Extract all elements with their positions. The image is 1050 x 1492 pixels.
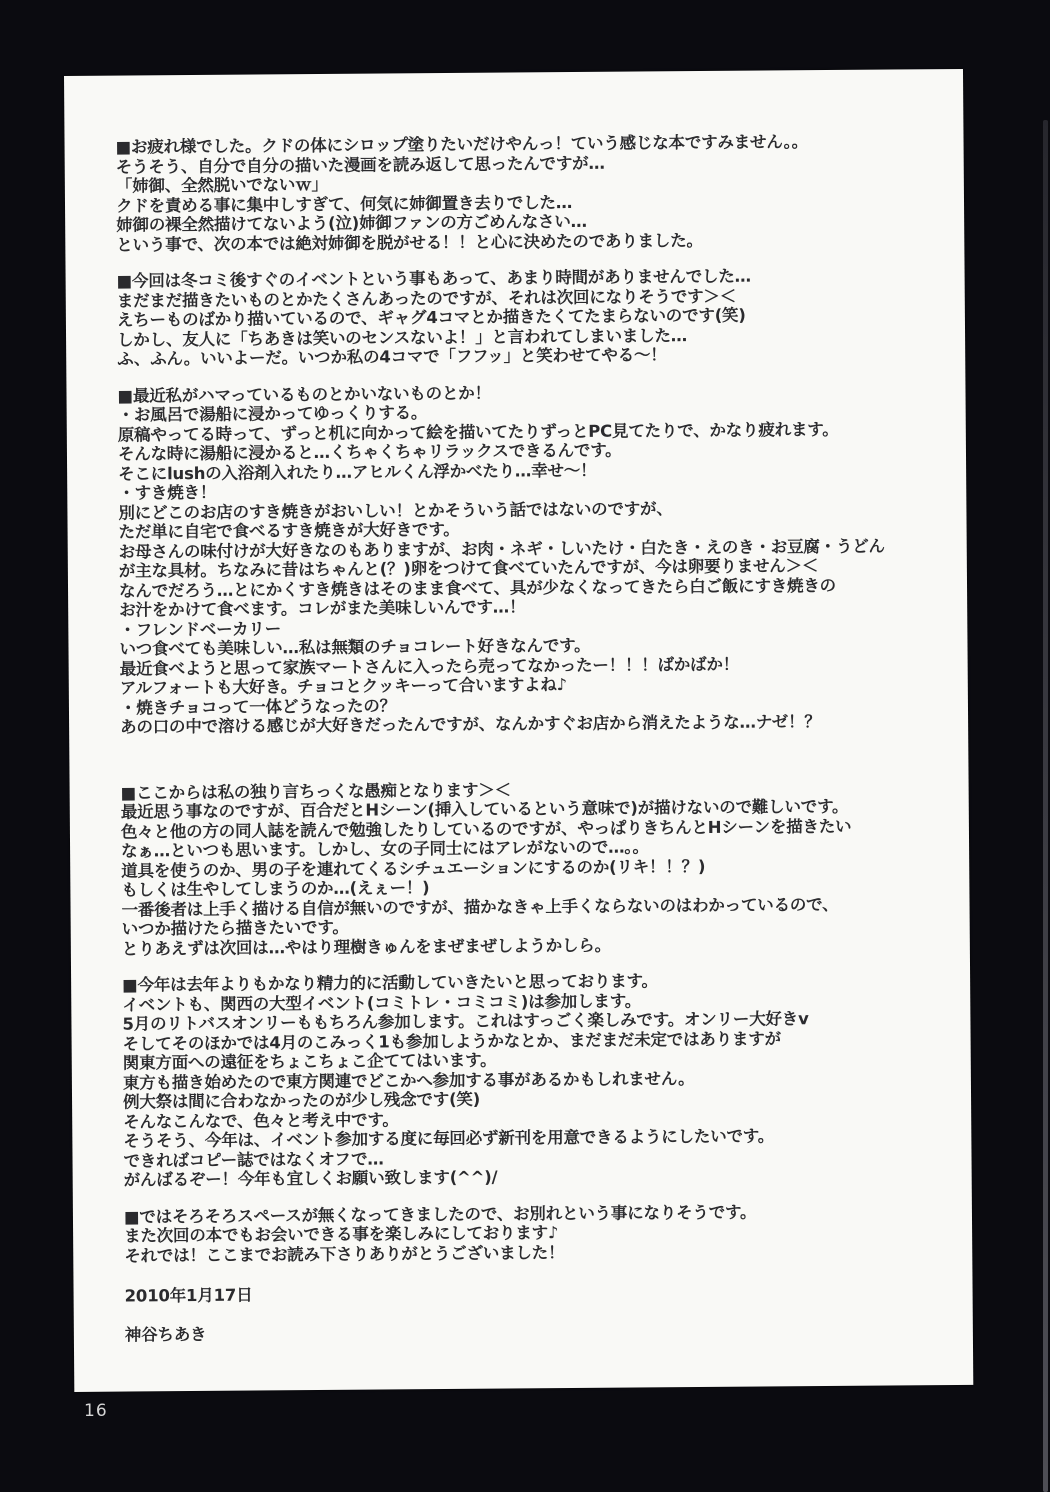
text-line: ■今回は冬コミ後すぐのイベントという事もあって、あまり時間がありませんでした…: [116, 266, 751, 291]
text-line: 「姉御、全然脱いでないｗ」: [115, 174, 328, 196]
scan-edge-artifact: [1043, 120, 1048, 1492]
text-line: 東方も描き始めたので東方関連でどこかへ参加する事があるかもしれません。: [122, 1068, 695, 1093]
text-line: いつか描けたら描きたいです。: [121, 917, 349, 939]
text-line: ・フレンドベーカリー: [119, 618, 282, 640]
text-line: そこにlushの入浴剤入れたり…アヒルくん浮かべたり…幸せ～！: [118, 460, 597, 484]
text-line: イベントも、関西の大型イベント(コミトレ・コミコミ)は参加します。: [122, 990, 642, 1015]
text-line: 5月のリトバスオンリーももちろん参加します。これはすっごく楽しみです。オンリー大好きv: [122, 1009, 809, 1034]
author-signature: 神谷ちあき: [124, 1324, 207, 1345]
text-line: ■今年は去年よりもかなり精力的に活動していきたいと思っております。: [122, 971, 658, 995]
text-line: 別にどこのお店のすき焼きがおいしい！とかそういう話ではないのですが、: [118, 498, 673, 523]
text-line: ・すき焼き！: [118, 482, 217, 503]
afterword-page: [64, 69, 973, 1392]
text-line: という事で、次の本では絶対姉御を脱がせる！！と心に決めたのでありました。: [116, 230, 703, 255]
para-this-year-plans: [122, 969, 944, 1190]
text-line: ・焼きチョコって一体どうなったの？: [119, 695, 396, 718]
text-line: ■お疲れ様でした。クドの体にシロップ塗りたいだけやんっ！ていう感じな本ですみません。。: [115, 132, 809, 157]
text-line: ただ単に自宅で食べるすき焼きが大好きです。: [118, 519, 460, 542]
text-line: まだまだ描きたいものとかたくさんあったのですが、それは次回になりそうです＞＜: [116, 286, 737, 311]
text-line: お母さんの味付けが大好きなのもありますが、お肉・ネギ・しいたけ・白たき・えのき・お豆腐・うどん: [118, 536, 885, 562]
text-line: しかし、友人に「ちあきは笑いのセンスないよ！」と言われてしまいました…: [116, 325, 688, 350]
text-line: 最近思う事なのですが、百合だとHシーン(挿入しているという意味で)が描けないので難しいです。: [120, 796, 849, 822]
text-line: 最近食べようと思って家族マートさんに入ったら売ってなかったー！！！ばかばか！: [119, 654, 740, 679]
text-line: 一番後者は上手く描ける自信が無いのですが、描かなきゃ上手くならないのはわかっているので、: [121, 894, 839, 920]
text-line: 道具を使うのか、男の子を連れてくるシチュエーションにするのか(リキ！！？): [121, 856, 706, 881]
text-line: 姉御の裸全然描けてないよう(泣)姉御ファンの方ごめんなさい…: [116, 211, 587, 235]
page-number: 16: [84, 1401, 108, 1421]
para-apology: [115, 131, 936, 254]
text-line: そうそう、今年は、イベント参加する度に毎回必ず新刊を用意できるようにしたいです。: [123, 1126, 775, 1151]
date-line: 2010年1月17日: [124, 1285, 253, 1306]
text-line: ・お風呂で湯船に浸かってゆっくりする。: [117, 403, 428, 425]
text-line: 原稿やってる時って、ずっと机に向かって絵を描いてたりずっとPC見てたりで、かなり疲れます。: [117, 419, 839, 445]
afterword-text: [64, 69, 973, 1345]
para-musings: [121, 777, 942, 959]
para-event-schedule: [117, 265, 938, 369]
text-line: ■ではそろそろスペースが無くなってきましたので、お別れという事になりそうです。: [123, 1202, 757, 1227]
text-line: クドを責める事に集中しすぎて、何気に姉御置き去りでした…: [115, 192, 573, 216]
text-line: もしくは生やしてしまうのか…(えぇー！): [121, 878, 430, 900]
para-farewell: [124, 1201, 944, 1266]
text-line: 関東方面への遠征をちょこちょこ企ててはいます。: [122, 1050, 497, 1073]
text-line: お汁をかけて食べます。コレがまた美味しいんです…！: [119, 597, 526, 620]
text-line: なぁ…といつも思います。しかし、女の子同士にはアレがないので…。。: [121, 837, 649, 861]
text-line: できればコピー誌ではなくオフで…: [123, 1149, 384, 1171]
text-line: あの口の中で溶ける感じが大好きだったんですが、なんかすぐお店から消えたような…ナゼ！？: [120, 712, 821, 737]
text-line: それでは！ここまでお読み下さりありがとうございました！: [124, 1242, 565, 1266]
text-line: そんなこんなで、色々と考え中です。: [123, 1109, 399, 1132]
para-recent-favorites: [117, 380, 940, 737]
text-line: 色々と他の方の同人誌を読んで勉強したりしているのですが、やっぱりきちんとHシーンを描きたい: [120, 816, 852, 842]
text-line: ふ、ふん。いいよーだ。いつか私の4コマで「フフッ」と笑わせてやる～！: [117, 345, 667, 369]
text-line: ■ここからは私の独り言ちっくな愚痴となります＞＜: [120, 780, 511, 803]
text-line: また次回の本でもお会いできる事を楽しみにしております♪: [124, 1223, 559, 1246]
text-line: アルフォートも大好き。チョコとクッキーって合いますよね♪: [119, 675, 568, 698]
text-line: そしてそのほかでは4月のこみっく1も参加しようかなとか、まだまだ未定ではありますが: [122, 1028, 781, 1054]
text-line: そうそう、自分で自分の描いた漫画を読み返して思ったんですが…: [115, 153, 605, 177]
text-line: いつ食べても美味しい…私は無類のチョコレート好きなんです。: [119, 635, 591, 659]
text-line: ■最近私がハマっているものとかいないものとか！: [117, 383, 491, 406]
text-line: そんな時に湯船に浸かると…くちゃくちゃリラックスできるんです。: [117, 440, 622, 464]
text-line: とりあえずは次回は…やはり理樹きゅんをまぜまぜしようかしら。: [121, 935, 611, 959]
text-line: なんでだろう…とにかくすき焼きはそのまま食べて、具が少なくなってきたら白ご飯にすき焼きの: [118, 575, 836, 601]
text-line: 例大祭は間に合わなかったのが少し残念です(笑): [122, 1089, 481, 1112]
text-line: が主な具材。ちなみに昔はちゃんと(？)卵をつけて食べていたんですが、今は卵要りません＞＜: [118, 556, 819, 581]
text-line: がんばるぞー！今年も宜しくお願い致します(^^)/: [123, 1167, 498, 1190]
text-line: えちーものばかり描いているので、ギャグ4コマとか描きたくてたまらないのです(笑): [116, 305, 746, 330]
